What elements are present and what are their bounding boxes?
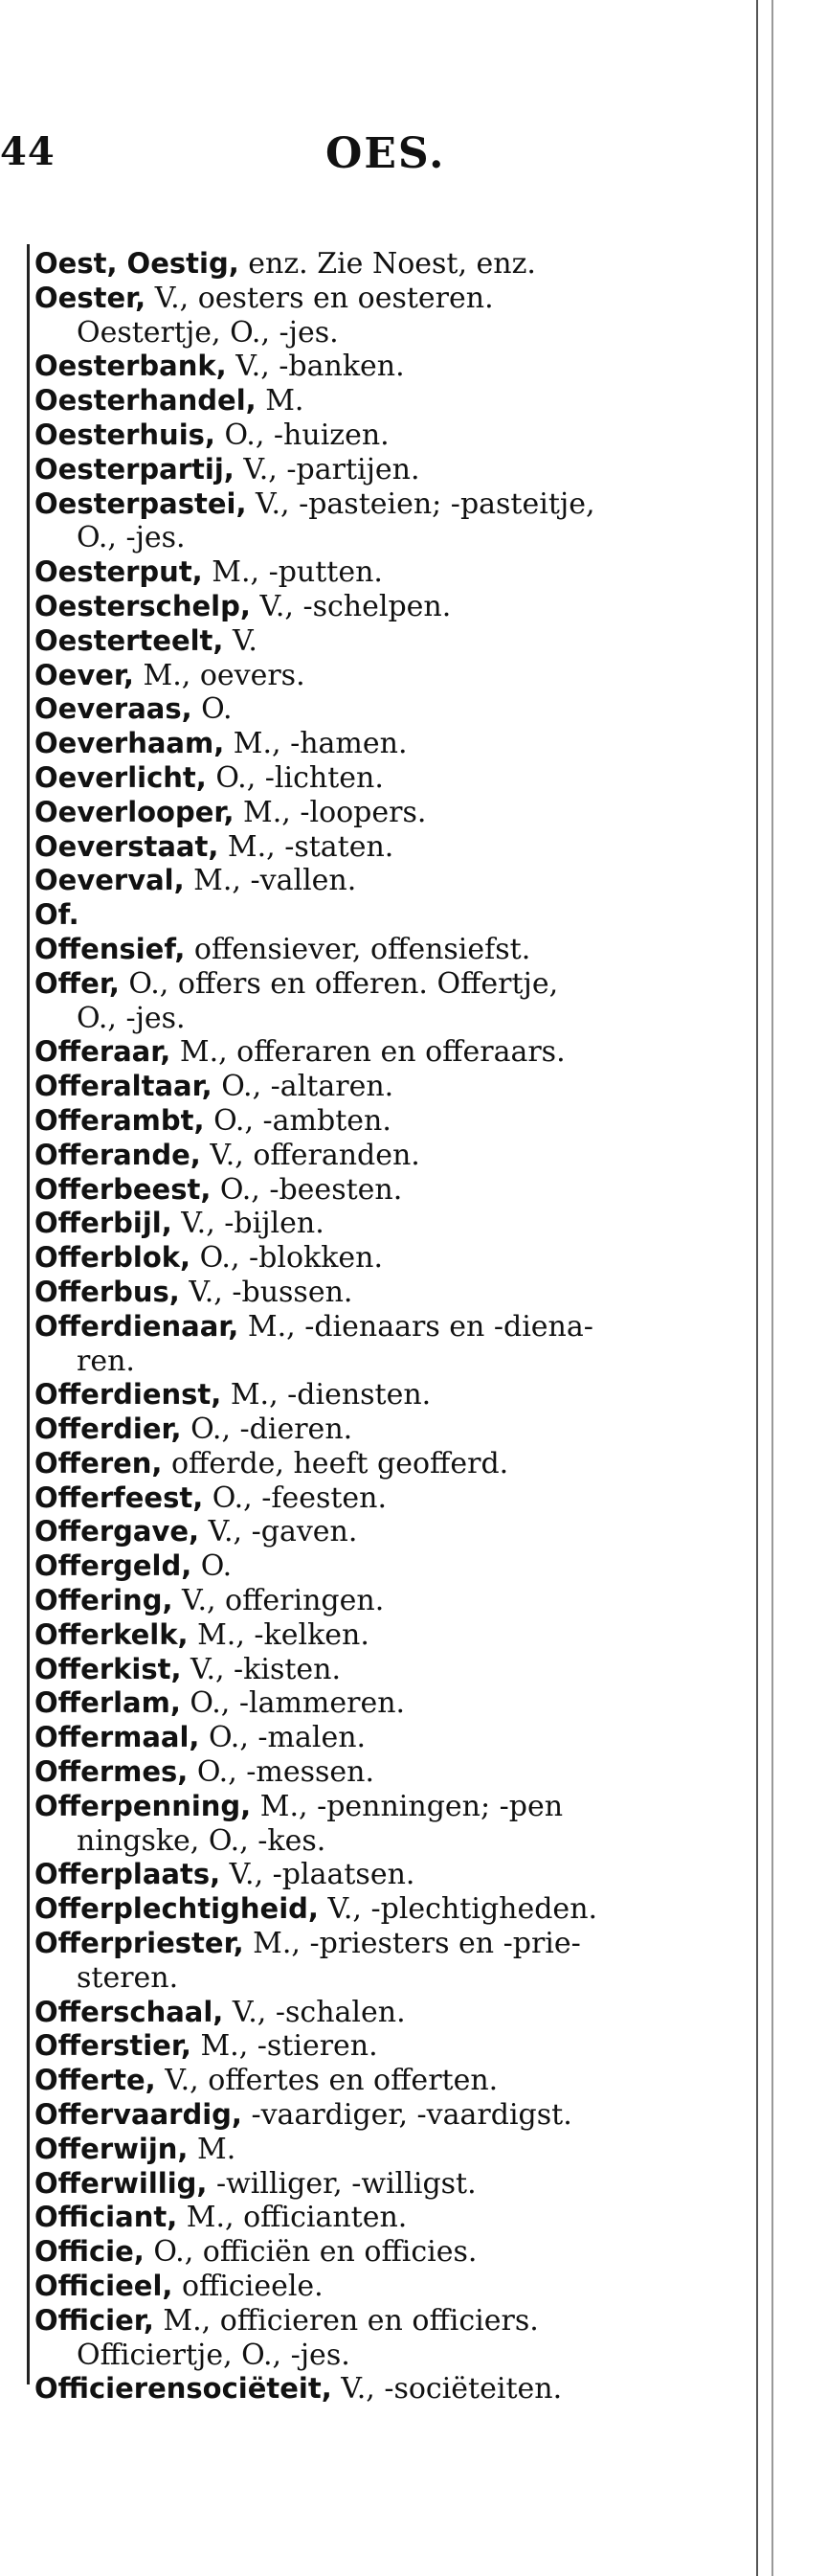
dictionary-entry <box>34 933 724 967</box>
entry-definition: V., -schelpen. <box>250 589 452 623</box>
entry-headword: Oesterschelp, <box>34 589 251 622</box>
entry-first-line <box>34 1412 724 1447</box>
dictionary-entry <box>34 2304 724 2373</box>
entry-headword: Officier, <box>34 2303 154 2337</box>
dictionary-entry <box>34 2029 724 2064</box>
dictionary-entry <box>34 1721 724 1755</box>
entry-continuation: steren. <box>77 1960 179 1995</box>
dictionary-entry <box>34 1996 724 2030</box>
entry-headword: Offerbus, <box>34 1275 180 1308</box>
entry-first-line <box>34 1173 724 1208</box>
entry-first-line <box>34 555 724 590</box>
entry-first-line <box>34 2029 724 2064</box>
entry-first-line <box>34 1996 724 2030</box>
dictionary-entry <box>34 1378 724 1412</box>
dictionary-entry <box>34 1104 724 1139</box>
entry-first-line <box>34 727 724 761</box>
entry-headword: Offerblok, <box>34 1241 191 1275</box>
dictionary-entry <box>34 2064 724 2098</box>
entry-first-line <box>34 1310 724 1344</box>
entry-definition: officieele. <box>172 2270 324 2304</box>
entry-headword: Oeverstaat, <box>34 829 219 863</box>
dictionary-entry <box>34 796 724 830</box>
entry-definition: M., -diensten. <box>221 1378 432 1412</box>
entry-definition: M., -staten. <box>218 829 394 864</box>
dictionary-entry <box>34 1686 724 1721</box>
dictionary-entry <box>34 1412 724 1447</box>
entry-continuation: O., -jes. <box>77 1001 186 1035</box>
entry-definition: O. <box>191 1549 233 1584</box>
entry-first-line <box>34 487 724 522</box>
entry-headword: Offerkelk, <box>34 1617 189 1651</box>
entry-headword: Offermes, <box>34 1755 189 1789</box>
entry-headword: Offerdienst, <box>34 1378 222 1412</box>
entry-definition: V., offeringen. <box>172 1584 385 1618</box>
dictionary-entry <box>34 418 724 453</box>
entry-definition: V., -partijen. <box>234 452 420 486</box>
entry-definition: M. <box>256 384 304 418</box>
entry-first-line <box>34 864 724 898</box>
entry-definition: V., -bussen. <box>179 1275 353 1309</box>
entry-first-line <box>34 1858 724 1892</box>
dictionary-entry <box>34 1173 724 1208</box>
dictionary-entry <box>34 1549 724 1584</box>
entry-headword: Offeren, <box>34 1446 163 1480</box>
entry-first-line <box>34 1139 724 1173</box>
entry-definition: M., oevers. <box>133 658 305 692</box>
entry-first-line <box>34 1035 724 1070</box>
entry-definition: O., -ambten. <box>204 1103 391 1138</box>
dictionary-entry <box>34 1892 724 1927</box>
entry-first-line <box>34 692 724 727</box>
entry-first-line <box>34 350 724 384</box>
dictionary-entry <box>34 1481 724 1516</box>
dictionary-entry <box>34 2372 724 2407</box>
entry-definition: M., -dienaars en -diena- <box>238 1309 593 1344</box>
entry-headword: Offerpenning, <box>34 1789 252 1822</box>
entry-headword: Oester, <box>34 281 146 314</box>
entry-first-line <box>34 590 724 624</box>
entry-headword: Offering, <box>34 1584 173 1617</box>
dictionary-entry <box>34 1653 724 1687</box>
entry-definition: M., officieren en officiers. <box>153 2303 539 2338</box>
entry-first-line <box>34 2270 724 2304</box>
dictionary-entry <box>34 659 724 693</box>
entry-definition: offensiever, offensiefst. <box>185 932 531 966</box>
entry-headword: Oesterbank, <box>34 350 227 383</box>
dictionary-entry <box>34 1070 724 1104</box>
entry-first-line <box>34 1790 724 1824</box>
entry-definition: M., -priesters en -prie- <box>243 1927 581 1961</box>
dictionary-entry <box>34 624 724 659</box>
entry-first-line <box>34 659 724 693</box>
entry-continuation: Officiertje, O., -jes. <box>77 2338 350 2372</box>
entry-definition: M., offeraren en offeraars. <box>170 1035 566 1070</box>
dictionary-entry <box>34 898 724 933</box>
entry-headword: Offerbeest, <box>34 1172 212 1206</box>
entry-headword: Oesterpartij, <box>34 452 235 486</box>
entry-headword: Offeraltaar, <box>34 1070 212 1103</box>
entry-definition: O., -malen. <box>199 1721 367 1755</box>
entry-first-line <box>34 1104 724 1139</box>
dictionary-entry <box>34 590 724 624</box>
entry-definition: M., -hamen. <box>224 727 408 761</box>
running-head: OES. <box>325 129 446 178</box>
entry-definition: O., -blokken. <box>190 1241 383 1276</box>
entry-first-line <box>34 2372 724 2407</box>
dictionary-entry <box>34 1927 724 1996</box>
entry-headword: Offerambt, <box>34 1103 205 1137</box>
dictionary-entry <box>34 2201 724 2235</box>
entry-headword: Offerfeest, <box>34 1480 204 1514</box>
entry-headword: Offerpriester, <box>34 1927 244 1960</box>
dictionary-entry <box>34 1515 724 1549</box>
entry-definition: O., officiën en officies. <box>144 2235 478 2270</box>
entry-first-line <box>34 1447 724 1481</box>
entry-definition: O., -feesten. <box>203 1480 388 1515</box>
entry-first-line <box>34 2304 724 2339</box>
entry-headword: Offer, <box>34 966 120 1000</box>
entry-headword: Offerwillig, <box>34 2166 208 2200</box>
entry-first-line <box>34 384 724 418</box>
entry-headword: Oever, <box>34 658 134 691</box>
entry-first-line <box>34 933 724 967</box>
entry-headword: Offerplaats, <box>34 1858 221 1891</box>
entry-headword: Oesterhandel, <box>34 384 257 418</box>
dictionary-entry <box>34 1858 724 1892</box>
dictionary-entry <box>34 282 724 350</box>
entry-headword: Offerwijn, <box>34 2132 189 2165</box>
entry-definition: offerde, heeft geofferd. <box>162 1446 509 1480</box>
entry-continuation: Oestertje, O., -jes. <box>77 315 339 350</box>
entry-definition: M., -kelken. <box>188 1617 369 1652</box>
entry-first-line <box>34 2201 724 2235</box>
entry-definition: -williger, -willigst. <box>207 2166 477 2201</box>
dictionary-entry <box>34 1790 724 1859</box>
dictionary-entry <box>34 1276 724 1310</box>
entry-first-line <box>34 2098 724 2133</box>
entry-first-line <box>34 1721 724 1755</box>
entry-definition: O., -huizen. <box>214 418 390 452</box>
entry-headword: Offergeld, <box>34 1549 192 1583</box>
entry-first-line <box>34 1584 724 1618</box>
entry-definition: V., -sociëteiten. <box>331 2372 563 2407</box>
dictionary-entry <box>34 1447 724 1481</box>
dictionary-entry <box>34 1035 724 1070</box>
entry-headword: Oest, Oestig, <box>34 247 239 280</box>
entry-headword: Offerstier, <box>34 2029 191 2063</box>
entry-definition: O., -dieren. <box>181 1412 353 1447</box>
entry-headword: Officierensociëteit, <box>34 2372 332 2406</box>
entry-first-line <box>34 967 724 1002</box>
entry-definition: V., -bijlen. <box>171 1207 324 1241</box>
dictionary-entry <box>34 692 724 727</box>
entry-headword: Offerbijl, <box>34 1207 172 1240</box>
entry-headword: Of. <box>34 898 79 932</box>
entry-first-line <box>34 247 724 282</box>
entry-headword: Officie, <box>34 2235 145 2269</box>
entry-definition: V., -kisten. <box>181 1652 342 1686</box>
entry-headword: Offerlam, <box>34 1686 181 1720</box>
dictionary-entry <box>34 350 724 384</box>
entry-definition: O., -lichten. <box>206 760 384 795</box>
dictionary-entry <box>34 2270 724 2304</box>
dictionary-entry <box>34 761 724 796</box>
dictionary-entry <box>34 2167 724 2202</box>
dictionary-entry <box>34 1310 724 1379</box>
entry-first-line <box>34 2235 724 2270</box>
entry-definition: -vaardiger, -vaardigst. <box>241 2098 572 2133</box>
entry-headword: Oeverhaam, <box>34 727 225 760</box>
entry-first-line <box>34 1927 724 1961</box>
dictionary-entry <box>34 2098 724 2133</box>
dictionary-entry <box>34 487 724 556</box>
entry-first-line <box>34 1549 724 1584</box>
entry-headword: Oeverlooper, <box>34 795 235 828</box>
entry-headword: Offeraar, <box>34 1035 171 1069</box>
entry-headword: Offervaardig, <box>34 2098 242 2132</box>
dictionary-entry <box>34 1618 724 1653</box>
entry-list <box>34 247 724 2407</box>
entry-first-line <box>34 796 724 830</box>
entry-first-line <box>34 1755 724 1790</box>
entry-first-line <box>34 453 724 487</box>
entry-headword: Offerte, <box>34 2064 156 2097</box>
entry-definition: enz. Zie Noest, enz. <box>238 247 536 281</box>
entry-first-line <box>34 2064 724 2098</box>
entry-headword: Offerdienaar, <box>34 1309 239 1343</box>
dictionary-entry <box>34 2133 724 2167</box>
dictionary-entry <box>34 555 724 590</box>
entry-first-line <box>34 418 724 453</box>
entry-first-line <box>34 1515 724 1549</box>
entry-definition: O., -messen. <box>188 1755 375 1790</box>
entry-definition: V., -banken. <box>226 350 405 384</box>
entry-first-line <box>34 1618 724 1653</box>
entry-headword: Offerande, <box>34 1138 201 1171</box>
entry-definition: V., -plechtigheden. <box>318 1892 598 1927</box>
entry-first-line <box>34 1686 724 1721</box>
entry-definition: M. <box>188 2132 236 2166</box>
entry-continuation: O., -jes. <box>77 521 186 555</box>
entry-headword: Oesterpastei, <box>34 486 247 520</box>
entry-first-line <box>34 2167 724 2202</box>
entry-definition: V., offeranden. <box>200 1138 420 1172</box>
entry-first-line <box>34 2133 724 2167</box>
entry-first-line <box>34 1481 724 1516</box>
entry-continuation: ren. <box>77 1344 135 1378</box>
entry-first-line <box>34 1070 724 1104</box>
entry-headword: Oeverval, <box>34 864 185 897</box>
page-header <box>0 129 827 187</box>
entry-definition: O., -beesten. <box>211 1172 403 1207</box>
entry-headword: Oesterhuis, <box>34 418 215 451</box>
entry-definition: V., offertes en offerten. <box>155 2064 499 2098</box>
dictionary-entry <box>34 247 724 282</box>
entry-definition: O., -altaren. <box>212 1070 394 1104</box>
entry-definition: M., -penningen; -pen <box>251 1789 564 1823</box>
entry-first-line <box>34 624 724 659</box>
entry-definition: M., -putten. <box>202 555 383 590</box>
dictionary-entry <box>34 830 724 865</box>
dictionary-entry <box>34 727 724 761</box>
entry-first-line <box>34 830 724 865</box>
entry-definition: M., officianten. <box>177 2201 408 2235</box>
entry-first-line <box>34 282 724 316</box>
dictionary-entry <box>34 1584 724 1618</box>
page-edge-line <box>756 0 758 2576</box>
entry-headword: Oeverlicht, <box>34 760 207 794</box>
entry-definition: V., oesters en oesteren. <box>145 281 494 315</box>
page-edge-line-outer <box>771 0 773 2576</box>
entry-definition: M., -loopers. <box>234 795 427 829</box>
entry-headword: Offergave, <box>34 1515 200 1548</box>
entry-continuation: ningske, O., -kes. <box>77 1823 326 1858</box>
entry-definition: V. <box>223 623 257 658</box>
entry-headword: Offensief, <box>34 932 186 965</box>
entry-headword: Offerkist, <box>34 1652 182 1685</box>
entry-first-line <box>34 1892 724 1927</box>
entry-definition: O., -lammeren. <box>180 1686 406 1721</box>
dictionary-entry <box>34 1241 724 1276</box>
dictionary-entry <box>34 1755 724 1790</box>
column-rule <box>27 244 30 2384</box>
entry-headword: Oesterteelt, <box>34 623 224 657</box>
dictionary-entry <box>34 453 724 487</box>
dictionary-entry <box>34 2235 724 2270</box>
dictionary-entry <box>34 1139 724 1173</box>
entry-definition: M., -vallen. <box>184 864 357 898</box>
entry-first-line <box>34 898 724 933</box>
entry-headword: Oeveraas, <box>34 692 192 726</box>
entry-first-line <box>34 1241 724 1276</box>
entry-definition: O. <box>191 692 233 727</box>
entry-headword: Offerdier, <box>34 1412 182 1446</box>
entry-headword: Offerschaal, <box>34 1995 224 2028</box>
entry-definition: V., -plaatsen. <box>220 1858 415 1892</box>
entry-first-line <box>34 1207 724 1241</box>
dictionary-entry <box>34 967 724 1036</box>
dictionary-entry <box>34 1207 724 1241</box>
entry-first-line <box>34 761 724 796</box>
entry-definition: V., -pasteien; -pasteitje, <box>246 486 595 521</box>
entry-headword: Offerplechtigheid, <box>34 1892 319 1926</box>
entry-definition: M., -stieren. <box>190 2029 378 2064</box>
entry-headword: Oesterput, <box>34 555 203 589</box>
entry-headword: Offermaal, <box>34 1721 200 1754</box>
entry-definition: V., -gaven. <box>199 1515 358 1549</box>
entry-definition: O., offers en offeren. Offertje, <box>119 966 559 1001</box>
entry-first-line <box>34 1276 724 1310</box>
dictionary-entry <box>34 384 724 418</box>
entry-headword: Officiant, <box>34 2201 178 2234</box>
entry-first-line <box>34 1378 724 1412</box>
page-number: 44 <box>0 129 56 174</box>
entry-definition: V., -schalen. <box>223 1995 406 2029</box>
entry-headword: Officieel, <box>34 2270 173 2303</box>
dictionary-entry <box>34 864 724 898</box>
entry-first-line <box>34 1653 724 1687</box>
